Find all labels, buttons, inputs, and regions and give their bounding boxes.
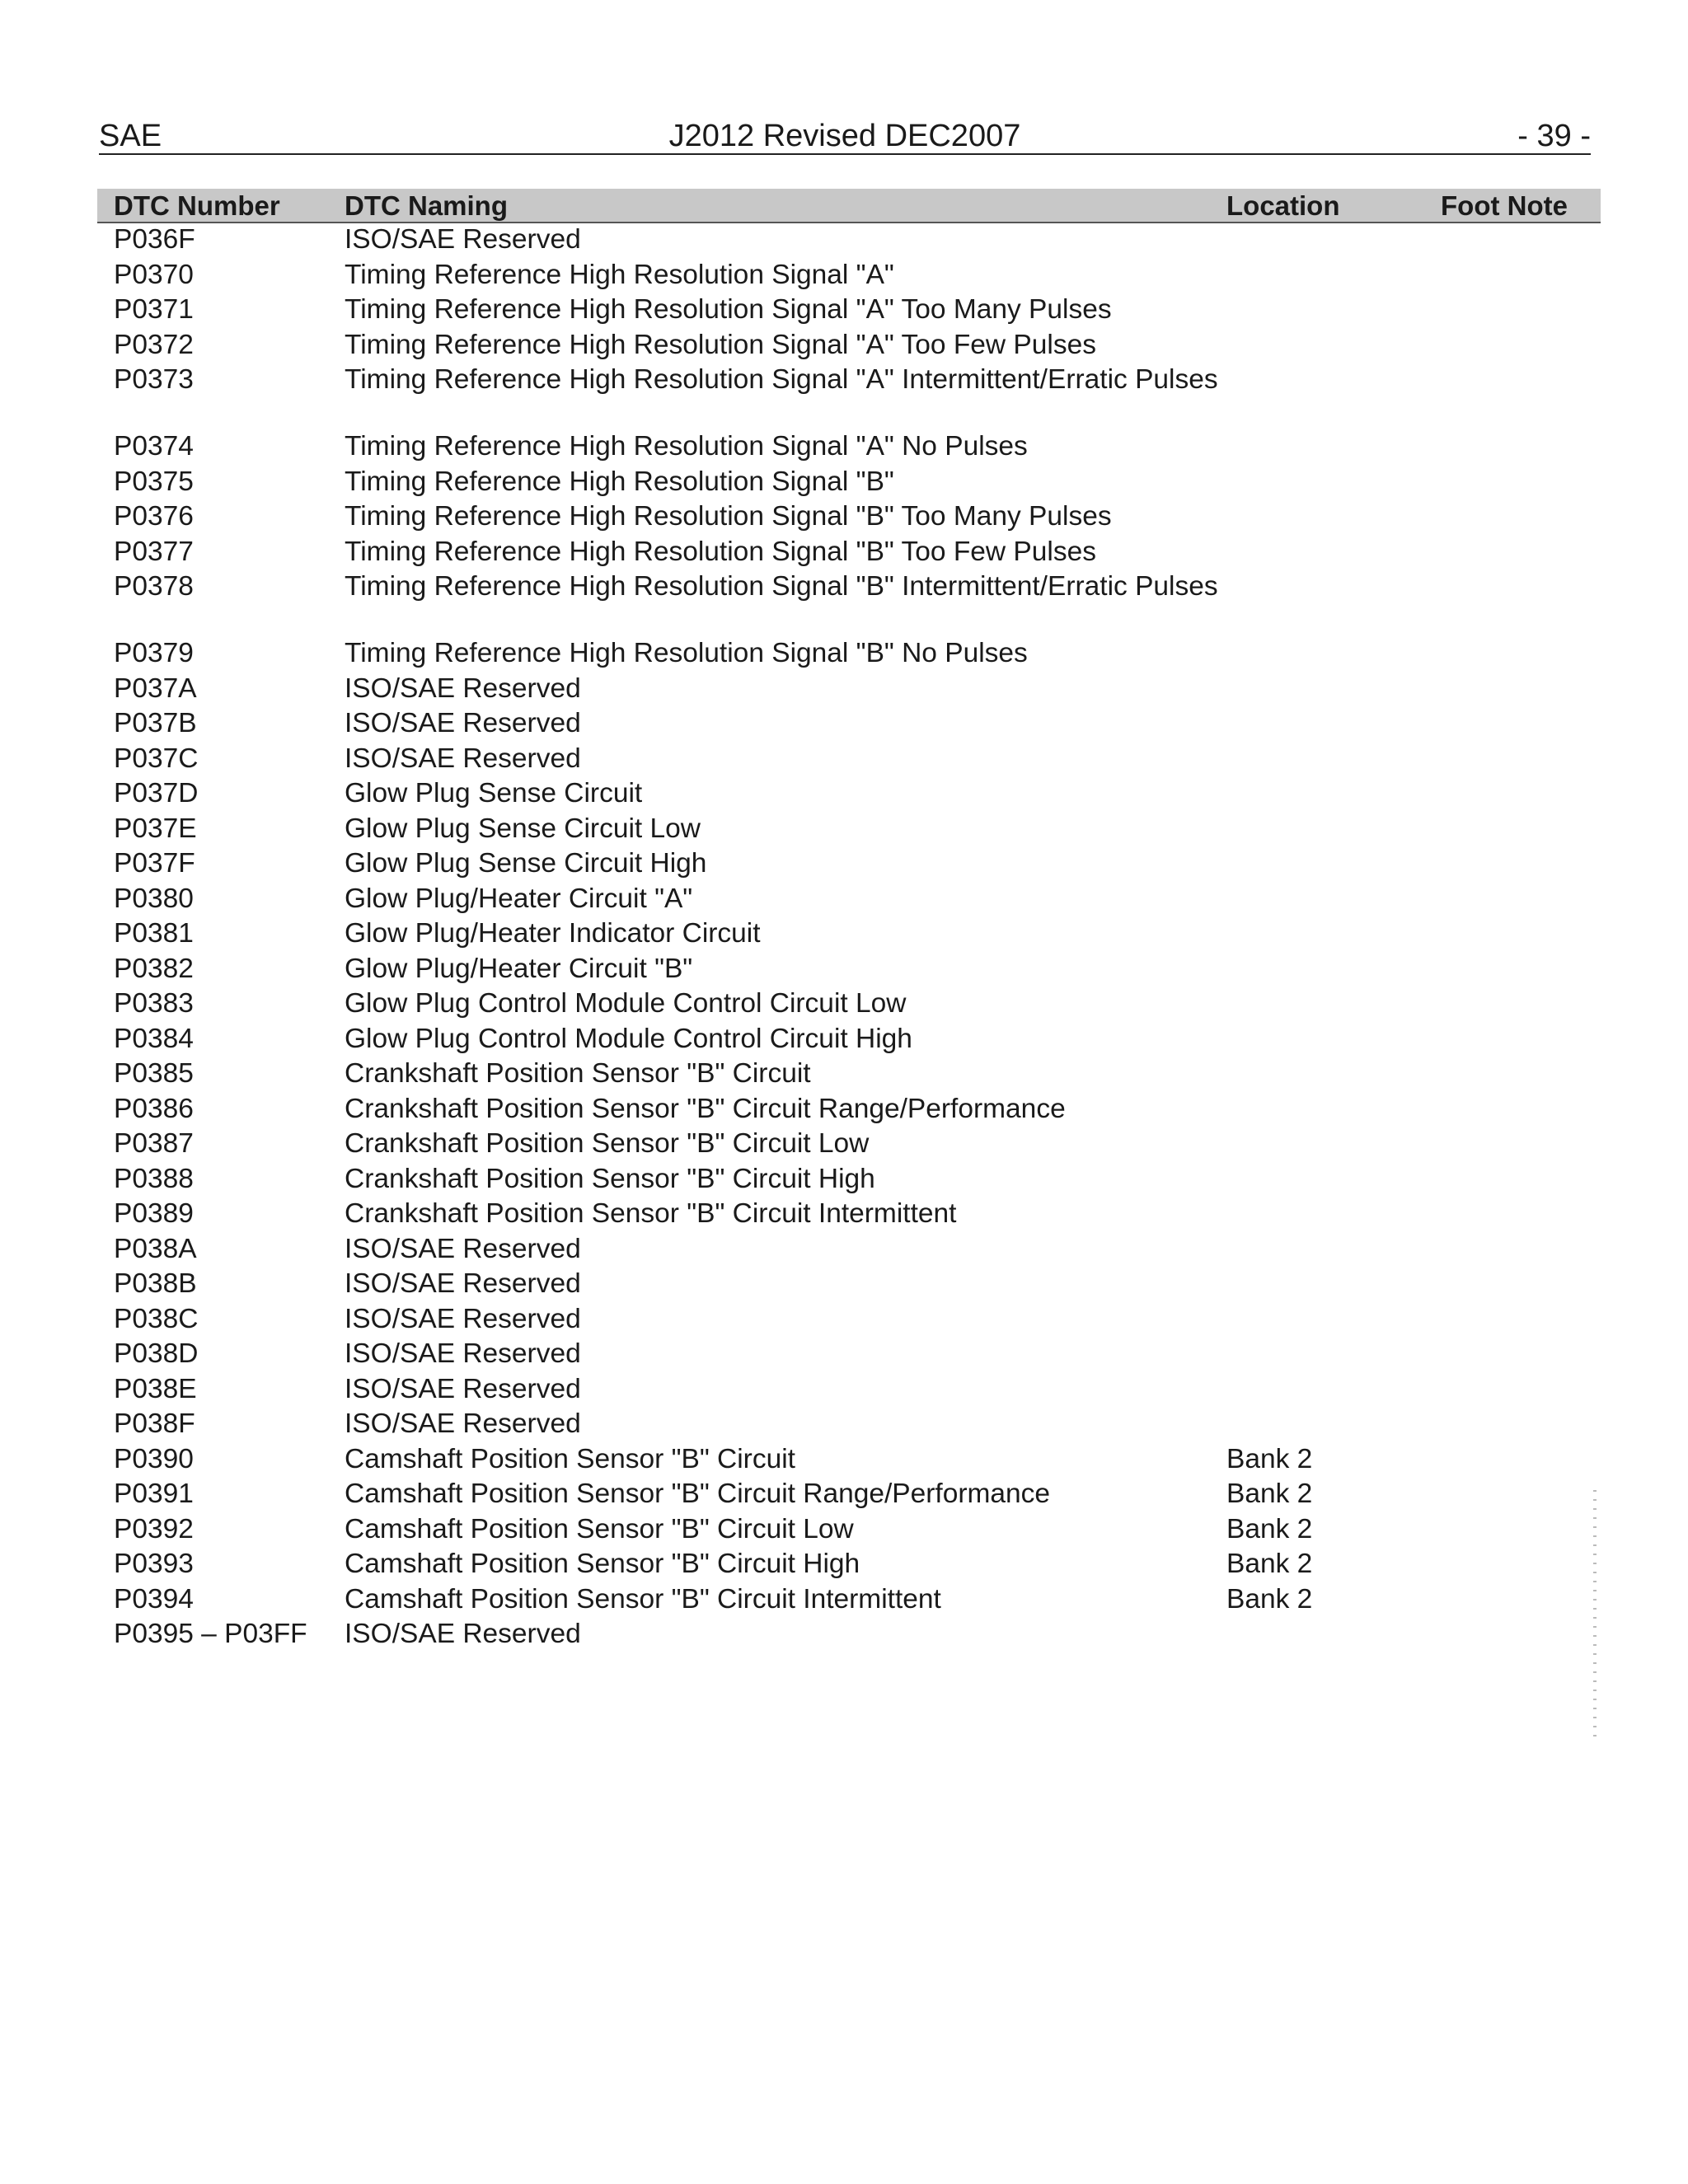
table-row — [97, 1057, 1601, 1093]
table-row — [97, 1127, 1601, 1163]
dtc-naming-cell: Timing Reference High Resolution Signal "A" Too Many Pulses — [345, 294, 1112, 325]
dtc-naming-cell: Glow Plug Control Module Control Circuit High — [345, 1023, 912, 1054]
table-row — [97, 1268, 1601, 1303]
table-body — [97, 223, 1601, 1653]
dtc-naming-cell: ISO/SAE Reserved — [345, 1338, 581, 1369]
column-header-foot-note: Foot Note — [1441, 190, 1568, 221]
dtc-number-cell: P0383 — [114, 988, 194, 1019]
dtc-number-cell: P0387 — [114, 1128, 194, 1159]
table-row — [97, 223, 1601, 259]
header-organization: SAE — [99, 119, 162, 153]
dtc-number-cell: P038C — [114, 1303, 199, 1334]
dtc-number-cell: P037E — [114, 813, 197, 844]
table-row — [97, 1338, 1601, 1373]
dtc-number-cell: P0386 — [114, 1093, 194, 1124]
dtc-number-cell: P038B — [114, 1268, 197, 1299]
dtc-number-cell: P038D — [114, 1338, 199, 1369]
table-row — [97, 847, 1601, 883]
table-row — [97, 363, 1601, 430]
dtc-number-cell: P0374 — [114, 431, 194, 462]
dtc-naming-cell: Timing Reference High Resolution Signal "B" Intermittent/Erratic Pulses — [345, 571, 1218, 602]
table-row — [97, 536, 1601, 571]
dtc-naming-cell: Timing Reference High Resolution Signal "A" — [345, 259, 894, 290]
dtc-number-cell: P037F — [114, 848, 195, 879]
dtc-naming-cell: Timing Reference High Resolution Signal "A" Intermittent/Erratic Pulses — [345, 364, 1218, 395]
table-row — [97, 293, 1601, 329]
table-row — [97, 883, 1601, 918]
dtc-naming-cell: Crankshaft Position Sensor "B" Circuit Range/Performance — [345, 1093, 1066, 1124]
column-header-dtc-number: DTC Number — [114, 190, 280, 221]
table-row — [97, 637, 1601, 673]
table-row — [97, 1513, 1601, 1549]
dtc-number-cell: P038E — [114, 1373, 197, 1404]
dtc-number-cell: P0372 — [114, 329, 194, 360]
table-row — [97, 743, 1601, 778]
dtc-naming-cell: Glow Plug/Heater Circuit "B" — [345, 953, 693, 984]
table-row — [97, 570, 1601, 637]
dtc-number-cell: P0376 — [114, 501, 194, 532]
table-row — [97, 329, 1601, 364]
location-cell: Bank 2 — [1226, 1443, 1313, 1474]
dtc-naming-cell: ISO/SAE Reserved — [345, 224, 581, 255]
table-row — [97, 1548, 1601, 1583]
dtc-naming-cell: Timing Reference High Resolution Signal "A" No Pulses — [345, 431, 1028, 462]
dtc-number-cell: P0370 — [114, 259, 194, 290]
dtc-naming-cell: Timing Reference High Resolution Signal "B" — [345, 466, 894, 497]
table-row — [97, 1163, 1601, 1198]
location-cell: Bank 2 — [1226, 1583, 1313, 1615]
dtc-number-cell: P0384 — [114, 1023, 194, 1054]
table-row — [97, 1373, 1601, 1408]
table-row — [97, 430, 1601, 466]
dtc-naming-cell: Timing Reference High Resolution Signal "B" Too Many Pulses — [345, 501, 1112, 532]
table-row — [97, 500, 1601, 536]
dtc-naming-cell: Timing Reference High Resolution Signal "B" Too Few Pulses — [345, 536, 1096, 567]
dtc-naming-cell: Glow Plug/Heater Circuit "A" — [345, 883, 693, 914]
location-cell: Bank 2 — [1226, 1479, 1313, 1509]
header-document-title: J2012 Revised DEC2007 — [668, 119, 1021, 153]
table-row — [97, 1233, 1601, 1268]
dtc-number-cell: P037C — [114, 743, 199, 774]
location-cell: Bank 2 — [1226, 1513, 1313, 1544]
dtc-naming-cell: Crankshaft Position Sensor "B" Circuit — [345, 1058, 811, 1089]
table-row — [97, 707, 1601, 743]
dtc-number-cell: P0371 — [114, 294, 194, 325]
dtc-number-cell: P0389 — [114, 1198, 194, 1229]
dtc-number-cell: P0375 — [114, 466, 194, 497]
table-row — [97, 1408, 1601, 1443]
dtc-naming-cell: Camshaft Position Sensor "B" Circuit Intermittent — [345, 1583, 941, 1615]
dtc-number-cell: P037D — [114, 778, 199, 808]
dtc-naming-cell: Camshaft Position Sensor "B" Circuit — [345, 1443, 795, 1474]
table-row — [97, 917, 1601, 953]
dtc-naming-cell: Glow Plug/Heater Indicator Circuit — [345, 918, 761, 949]
table-row — [97, 1478, 1601, 1513]
dtc-number-cell: P0390 — [114, 1443, 194, 1474]
dtc-naming-cell: ISO/SAE Reserved — [345, 673, 581, 704]
dtc-naming-cell: ISO/SAE Reserved — [345, 1303, 581, 1334]
dtc-naming-cell: Timing Reference High Resolution Signal "B" No Pulses — [345, 638, 1028, 668]
header-page-number: - 39 - — [1517, 119, 1591, 153]
dtc-number-cell: P036F — [114, 224, 195, 255]
table-row — [97, 1618, 1601, 1653]
dtc-naming-cell: ISO/SAE Reserved — [345, 708, 581, 738]
table-row — [97, 1093, 1601, 1128]
dtc-naming-cell: ISO/SAE Reserved — [345, 743, 581, 774]
table-row — [97, 466, 1601, 501]
dtc-naming-cell: Crankshaft Position Sensor "B" Circuit Intermittent — [345, 1198, 957, 1229]
table-row — [97, 1303, 1601, 1338]
dtc-naming-cell: Camshaft Position Sensor "B" Circuit Low — [345, 1513, 854, 1544]
dtc-number-cell: P0395 – P03FF — [114, 1619, 307, 1649]
table-row — [97, 1197, 1601, 1233]
dtc-number-cell: P0391 — [114, 1479, 194, 1509]
table-row — [97, 813, 1601, 848]
table-row — [97, 953, 1601, 988]
dtc-naming-cell: Glow Plug Sense Circuit High — [345, 848, 707, 879]
dtc-number-cell: P0382 — [114, 953, 194, 984]
dtc-naming-cell: ISO/SAE Reserved — [345, 1408, 581, 1439]
dtc-number-cell: P0381 — [114, 918, 194, 949]
location-cell: Bank 2 — [1226, 1549, 1313, 1579]
dtc-number-cell: P0373 — [114, 364, 194, 395]
table-header-row — [97, 189, 1601, 223]
dtc-naming-cell: ISO/SAE Reserved — [345, 1268, 581, 1299]
dtc-naming-cell: Crankshaft Position Sensor "B" Circuit High — [345, 1163, 875, 1194]
dtc-number-cell: P0388 — [114, 1163, 194, 1194]
dtc-number-cell: P0385 — [114, 1058, 194, 1089]
table-row — [97, 1023, 1601, 1058]
dtc-number-cell: P0377 — [114, 536, 194, 567]
page-header — [99, 117, 1591, 155]
dtc-table — [97, 189, 1601, 1653]
dtc-number-cell: P038F — [114, 1408, 195, 1439]
column-header-location: Location — [1226, 190, 1340, 221]
dtc-number-cell: P0393 — [114, 1549, 194, 1579]
dtc-number-cell: P037B — [114, 708, 197, 738]
dtc-number-cell: P0392 — [114, 1513, 194, 1544]
table-row — [97, 987, 1601, 1023]
dtc-number-cell: P038A — [114, 1233, 197, 1264]
dtc-naming-cell: ISO/SAE Reserved — [345, 1373, 581, 1404]
dtc-number-cell: P0378 — [114, 571, 194, 602]
dtc-number-cell: P0394 — [114, 1583, 194, 1615]
dtc-naming-cell: ISO/SAE Reserved — [345, 1619, 581, 1649]
dtc-naming-cell: Glow Plug Sense Circuit Low — [345, 813, 701, 844]
dtc-number-cell: P037A — [114, 673, 197, 704]
table-row — [97, 777, 1601, 813]
dtc-naming-cell: Camshaft Position Sensor "B" Circuit High — [345, 1549, 860, 1579]
dtc-naming-cell: Camshaft Position Sensor "B" Circuit Range/Performance — [345, 1479, 1051, 1509]
column-header-dtc-naming: DTC Naming — [345, 190, 508, 221]
dtc-naming-cell: Glow Plug Sense Circuit — [345, 778, 643, 808]
table-row — [97, 1583, 1601, 1619]
scan-artifact — [1593, 1490, 1597, 1737]
table-row — [97, 259, 1601, 294]
dtc-naming-cell: Glow Plug Control Module Control Circuit Low — [345, 988, 907, 1019]
dtc-number-cell: P0379 — [114, 638, 194, 668]
table-row — [97, 673, 1601, 708]
dtc-number-cell: P0380 — [114, 883, 194, 914]
dtc-naming-cell: Timing Reference High Resolution Signal "A" Too Few Pulses — [345, 329, 1096, 360]
table-row — [97, 1443, 1601, 1479]
dtc-naming-cell: ISO/SAE Reserved — [345, 1233, 581, 1264]
dtc-naming-cell: Crankshaft Position Sensor "B" Circuit Low — [345, 1128, 870, 1159]
